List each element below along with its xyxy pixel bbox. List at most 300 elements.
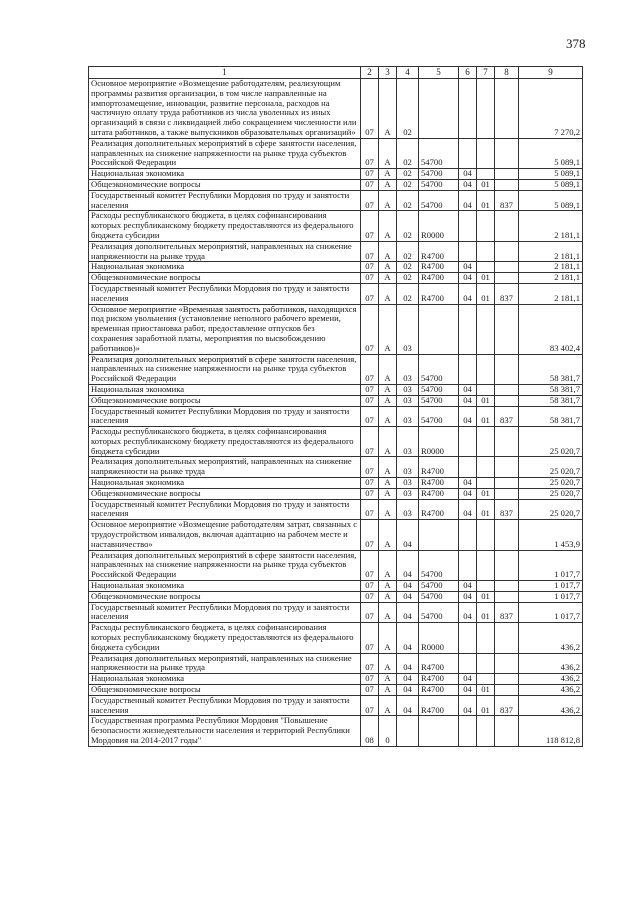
cell-c2: 07 [361,395,379,406]
cell-c7 [477,478,495,489]
cell-c5: R4700 [419,241,459,262]
cell-c4: 04 [397,695,419,716]
table-row [89,499,583,520]
cell-c6 [459,138,477,168]
cell-c5: 54700 [419,602,459,623]
cell-c7 [477,304,495,354]
row-name: Национальная экономика [89,169,361,180]
cell-c6: 04 [459,395,477,406]
cell-c6 [459,716,477,746]
cell-c7: 01 [477,695,495,716]
row-name: Государственная программа Республики Мордовия "Повышение безопасности жизнедеятельности населения и территорий Республики Мордовия на 2014-2017 годы" [89,716,361,746]
cell-c7 [477,653,495,674]
cell-c4: 02 [397,211,419,241]
table-body [89,79,583,747]
row-name: Государственный комитет Республики Мордовия по труду и занятости населения [89,602,361,623]
cell-amount: 1 017,7 [519,550,583,580]
cell-amount: 5 089,1 [519,190,583,211]
table-row [89,211,583,241]
cell-amount: 83 402,4 [519,304,583,354]
cell-c4: 03 [397,478,419,489]
cell-c7: 01 [477,179,495,190]
cell-c8 [495,674,519,685]
row-name: Национальная экономика [89,581,361,592]
cell-c5 [419,304,459,354]
cell-c2: 07 [361,427,379,457]
row-name: Расходы республиканского бюджета, в целях софинансирования которых республиканскому бюджету предоставляются из федерального бюджета субсидии [89,211,361,241]
row-name: Национальная экономика [89,478,361,489]
cell-c5: R4700 [419,695,459,716]
cell-c4: 04 [397,520,419,550]
cell-c8 [495,520,519,550]
cell-c8: 837 [495,283,519,304]
row-name: Национальная экономика [89,674,361,685]
row-name: Государственный комитет Республики Мордовия по труду и занятости населения [89,190,361,211]
cell-c4: 04 [397,674,419,685]
cell-c5: 54700 [419,591,459,602]
cell-c6: 04 [459,169,477,180]
row-name: Общеэкономические вопросы [89,273,361,284]
cell-c5: 54700 [419,138,459,168]
cell-c6: 04 [459,283,477,304]
cell-c3: А [379,520,397,550]
cell-c7: 01 [477,190,495,211]
cell-c8 [495,457,519,478]
table-row [89,79,583,139]
cell-c8 [495,591,519,602]
row-name: Общеэкономические вопросы [89,179,361,190]
cell-c6: 04 [459,488,477,499]
column-header: 7 [477,67,495,79]
cell-c5: R4700 [419,273,459,284]
cell-c3: А [379,674,397,685]
table-row [89,179,583,190]
cell-c8 [495,354,519,384]
cell-c5: 54700 [419,550,459,580]
cell-c6: 04 [459,384,477,395]
table-row [89,138,583,168]
cell-c7 [477,623,495,653]
cell-c4: 02 [397,262,419,273]
row-name: Общеэкономические вопросы [89,488,361,499]
cell-c7: 01 [477,488,495,499]
cell-c2: 07 [361,79,379,139]
budget-table [88,66,583,747]
cell-c3: А [379,488,397,499]
row-name: Государственный комитет Республики Мордовия по труду и занятости населения [89,499,361,520]
cell-c2: 07 [361,283,379,304]
row-name: Национальная экономика [89,262,361,273]
cell-c7: 01 [477,273,495,284]
cell-c6 [459,354,477,384]
cell-c2: 07 [361,384,379,395]
cell-amount: 5 089,1 [519,138,583,168]
table-row [89,602,583,623]
table-row [89,457,583,478]
cell-c3: А [379,283,397,304]
cell-c6: 04 [459,591,477,602]
cell-c7: 01 [477,685,495,696]
cell-c2: 07 [361,262,379,273]
row-name: Государственный комитет Республики Мордовия по труду и занятости населения [89,283,361,304]
cell-c7 [477,262,495,273]
cell-c4: 02 [397,283,419,304]
cell-c4: 02 [397,79,419,139]
cell-amount: 2 181,1 [519,211,583,241]
cell-c3: А [379,685,397,696]
row-name: Общеэкономические вопросы [89,395,361,406]
cell-c3: А [379,304,397,354]
cell-c3: А [379,384,397,395]
cell-c2: 07 [361,406,379,427]
cell-amount: 436,2 [519,695,583,716]
table-row [89,478,583,489]
cell-c7 [477,427,495,457]
cell-c3: А [379,262,397,273]
cell-c4: 02 [397,241,419,262]
cell-c5: 54700 [419,179,459,190]
table-row [89,241,583,262]
cell-c5: R4700 [419,457,459,478]
column-header: 1 [89,67,361,79]
cell-c2: 07 [361,169,379,180]
cell-c8 [495,79,519,139]
cell-amount: 2 181,1 [519,283,583,304]
cell-c4: 04 [397,602,419,623]
cell-c7 [477,241,495,262]
cell-c5: R4700 [419,653,459,674]
cell-c8 [495,581,519,592]
cell-c7 [477,169,495,180]
cell-amount: 2 181,1 [519,273,583,284]
cell-c3: А [379,602,397,623]
table-row [89,591,583,602]
table-row [89,354,583,384]
cell-c5: 54700 [419,190,459,211]
cell-c2: 07 [361,602,379,623]
cell-c8 [495,427,519,457]
cell-c4: 03 [397,395,419,406]
row-name: Основное мероприятие «Временная занятость работников, находящихся под риском увольнения (установление неполного рабочего времени, временная приостановка работ, предоставление отпусков без сохранения заработной платы, мероприятия по высвобождению работников)» [89,304,361,354]
cell-c8 [495,273,519,284]
cell-c3: А [379,273,397,284]
cell-c4: 03 [397,457,419,478]
cell-c2: 07 [361,653,379,674]
table-row [89,406,583,427]
column-header: 3 [379,67,397,79]
table-header-row [89,67,583,79]
cell-amount: 5 089,1 [519,179,583,190]
cell-c4: 03 [397,488,419,499]
cell-c3: А [379,169,397,180]
cell-amount: 1 017,7 [519,591,583,602]
cell-c3: 0 [379,716,397,746]
row-name: Общеэкономические вопросы [89,685,361,696]
cell-c5: 54700 [419,395,459,406]
table-row [89,283,583,304]
cell-c7 [477,550,495,580]
cell-c6 [459,427,477,457]
cell-c6: 04 [459,581,477,592]
cell-c2: 07 [361,457,379,478]
row-name: Расходы республиканского бюджета, в целях софинансирования которых республиканскому бюджету предоставляются из федерального бюджета субсидии [89,623,361,653]
cell-c3: А [379,354,397,384]
cell-c5: R4700 [419,499,459,520]
cell-c2: 07 [361,211,379,241]
cell-c3: А [379,591,397,602]
cell-c4: 02 [397,138,419,168]
cell-amount: 25 020,7 [519,478,583,489]
cell-c6: 04 [459,179,477,190]
cell-c4: 03 [397,354,419,384]
cell-c6: 04 [459,499,477,520]
cell-amount: 25 020,7 [519,457,583,478]
cell-c4: 03 [397,406,419,427]
cell-c6 [459,623,477,653]
cell-c6: 04 [459,273,477,284]
cell-amount: 5 089,1 [519,169,583,180]
cell-c6: 04 [459,685,477,696]
cell-c5: R0000 [419,427,459,457]
table-row [89,304,583,354]
cell-c6 [459,241,477,262]
table-row [89,685,583,696]
cell-c7: 01 [477,499,495,520]
cell-c6 [459,457,477,478]
cell-c4: 02 [397,190,419,211]
table-row [89,262,583,273]
cell-amount: 58 381,7 [519,384,583,395]
cell-c8: 837 [495,406,519,427]
cell-amount: 25 020,7 [519,427,583,457]
cell-c6: 04 [459,674,477,685]
cell-amount: 58 381,7 [519,406,583,427]
cell-c8 [495,623,519,653]
cell-c5: R4700 [419,283,459,304]
row-name: Государственный комитет Республики Мордовия по труду и занятости населения [89,695,361,716]
cell-c6: 04 [459,695,477,716]
cell-c7 [477,581,495,592]
cell-c4: 04 [397,653,419,674]
cell-c2: 07 [361,499,379,520]
cell-c2: 07 [361,685,379,696]
cell-c8 [495,241,519,262]
cell-c4: 03 [397,499,419,520]
cell-c2: 07 [361,520,379,550]
cell-c3: А [379,581,397,592]
cell-c5: R4700 [419,262,459,273]
cell-c5: 54700 [419,406,459,427]
cell-c6: 04 [459,406,477,427]
cell-amount: 25 020,7 [519,499,583,520]
cell-c3: А [379,623,397,653]
cell-c8: 837 [495,695,519,716]
cell-c3: А [379,138,397,168]
cell-c2: 07 [361,273,379,284]
cell-c6: 04 [459,262,477,273]
cell-c3: А [379,478,397,489]
cell-c4: 02 [397,273,419,284]
table-row [89,716,583,746]
cell-amount: 25 020,7 [519,488,583,499]
cell-amount: 2 181,1 [519,241,583,262]
cell-c4: 04 [397,685,419,696]
cell-c8 [495,179,519,190]
cell-c4 [397,716,419,746]
cell-amount: 58 381,7 [519,354,583,384]
row-name: Основное мероприятие «Возмещение работодателям затрат, связанных с трудоустройством инвалидов, включая адаптацию на рабочем месте и наставничество» [89,520,361,550]
cell-c6 [459,304,477,354]
row-name: Реализация дополнительных мероприятий в сфере занятости населения, направленных на снижение напряженности на рынке труда субъектов Российской Федерации [89,138,361,168]
row-name: Реализация дополнительных мероприятий в сфере занятости населения, направленных на снижение напряженности на рынке труда субъектов Российской Федерации [89,550,361,580]
table-row [89,427,583,457]
cell-c2: 07 [361,138,379,168]
cell-amount: 118 812,8 [519,716,583,746]
row-name: Реализация дополнительных мероприятий в сфере занятости населения, направленных на снижение напряженности на рынке труда субъектов Российской Федерации [89,354,361,384]
cell-c2: 07 [361,190,379,211]
cell-c5: R4700 [419,674,459,685]
cell-c3: А [379,241,397,262]
cell-c8 [495,211,519,241]
cell-c2: 07 [361,241,379,262]
cell-c8 [495,488,519,499]
cell-c7 [477,384,495,395]
cell-c6: 04 [459,478,477,489]
table-row [89,169,583,180]
table-row [89,623,583,653]
cell-c6 [459,211,477,241]
cell-c6: 04 [459,190,477,211]
cell-c8 [495,138,519,168]
cell-amount: 1 017,7 [519,581,583,592]
column-header: 4 [397,67,419,79]
cell-c7 [477,520,495,550]
cell-amount: 436,2 [519,653,583,674]
cell-c4: 03 [397,427,419,457]
cell-c6 [459,520,477,550]
cell-c4: 04 [397,591,419,602]
cell-c6 [459,653,477,674]
cell-c5 [419,520,459,550]
cell-c8 [495,478,519,489]
cell-c2: 07 [361,478,379,489]
cell-amount: 1 453,9 [519,520,583,550]
cell-c4: 02 [397,179,419,190]
cell-c8 [495,304,519,354]
cell-c4: 04 [397,581,419,592]
cell-c2: 08 [361,716,379,746]
table-row [89,395,583,406]
cell-c8: 837 [495,190,519,211]
cell-c8 [495,262,519,273]
row-name: Реализация дополнительных мероприятий, направленных на снижение напряженности на рынке труда [89,653,361,674]
table-row [89,674,583,685]
cell-c5: R0000 [419,211,459,241]
cell-c7 [477,716,495,746]
cell-c3: А [379,79,397,139]
cell-c5: 54700 [419,169,459,180]
column-header: 8 [495,67,519,79]
cell-amount: 436,2 [519,674,583,685]
cell-c7: 01 [477,406,495,427]
cell-c3: А [379,395,397,406]
cell-c7 [477,79,495,139]
cell-c7 [477,457,495,478]
table-row [89,653,583,674]
table-row [89,190,583,211]
column-header: 6 [459,67,477,79]
cell-c3: А [379,427,397,457]
cell-c4: 04 [397,623,419,653]
cell-c8 [495,384,519,395]
cell-c3: А [379,653,397,674]
table-row [89,695,583,716]
cell-c6: 04 [459,602,477,623]
cell-c2: 07 [361,591,379,602]
cell-c7 [477,674,495,685]
cell-c5 [419,716,459,746]
cell-c5: R4700 [419,488,459,499]
cell-amount: 436,2 [519,685,583,696]
cell-c3: А [379,179,397,190]
row-name: Расходы республиканского бюджета, в целях софинансирования которых республиканскому бюджету предоставляются из федерального бюджета субсидии [89,427,361,457]
cell-c2: 07 [361,581,379,592]
table-row [89,520,583,550]
cell-amount: 58 381,7 [519,395,583,406]
cell-c3: А [379,211,397,241]
cell-c4: 03 [397,384,419,395]
cell-c3: А [379,550,397,580]
cell-c5 [419,79,459,139]
cell-c3: А [379,695,397,716]
cell-c7: 01 [477,591,495,602]
cell-amount: 436,2 [519,623,583,653]
cell-c8 [495,550,519,580]
cell-amount: 7 270,2 [519,79,583,139]
cell-c2: 07 [361,354,379,384]
cell-c7 [477,354,495,384]
cell-c3: А [379,406,397,427]
cell-c7: 01 [477,283,495,304]
table-row [89,384,583,395]
cell-c3: А [379,457,397,478]
cell-c7: 01 [477,395,495,406]
table-row [89,581,583,592]
cell-c5: 54700 [419,581,459,592]
table-row [89,488,583,499]
cell-c5: 54700 [419,354,459,384]
cell-amount: 1 017,7 [519,602,583,623]
table-row [89,550,583,580]
column-header: 5 [419,67,459,79]
cell-c8: 837 [495,499,519,520]
cell-c8 [495,169,519,180]
column-header: 2 [361,67,379,79]
cell-c6 [459,79,477,139]
cell-c7 [477,211,495,241]
page-number: 378 [566,36,586,51]
row-name: Общеэкономические вопросы [89,591,361,602]
cell-c2: 07 [361,623,379,653]
cell-c3: А [379,499,397,520]
row-name: Реализация дополнительных мероприятий, направленных на снижение напряженности на рынке труда [89,241,361,262]
cell-c2: 07 [361,695,379,716]
table-row [89,273,583,284]
row-name: Национальная экономика [89,384,361,395]
cell-c8 [495,653,519,674]
cell-c8 [495,395,519,406]
cell-c2: 07 [361,488,379,499]
